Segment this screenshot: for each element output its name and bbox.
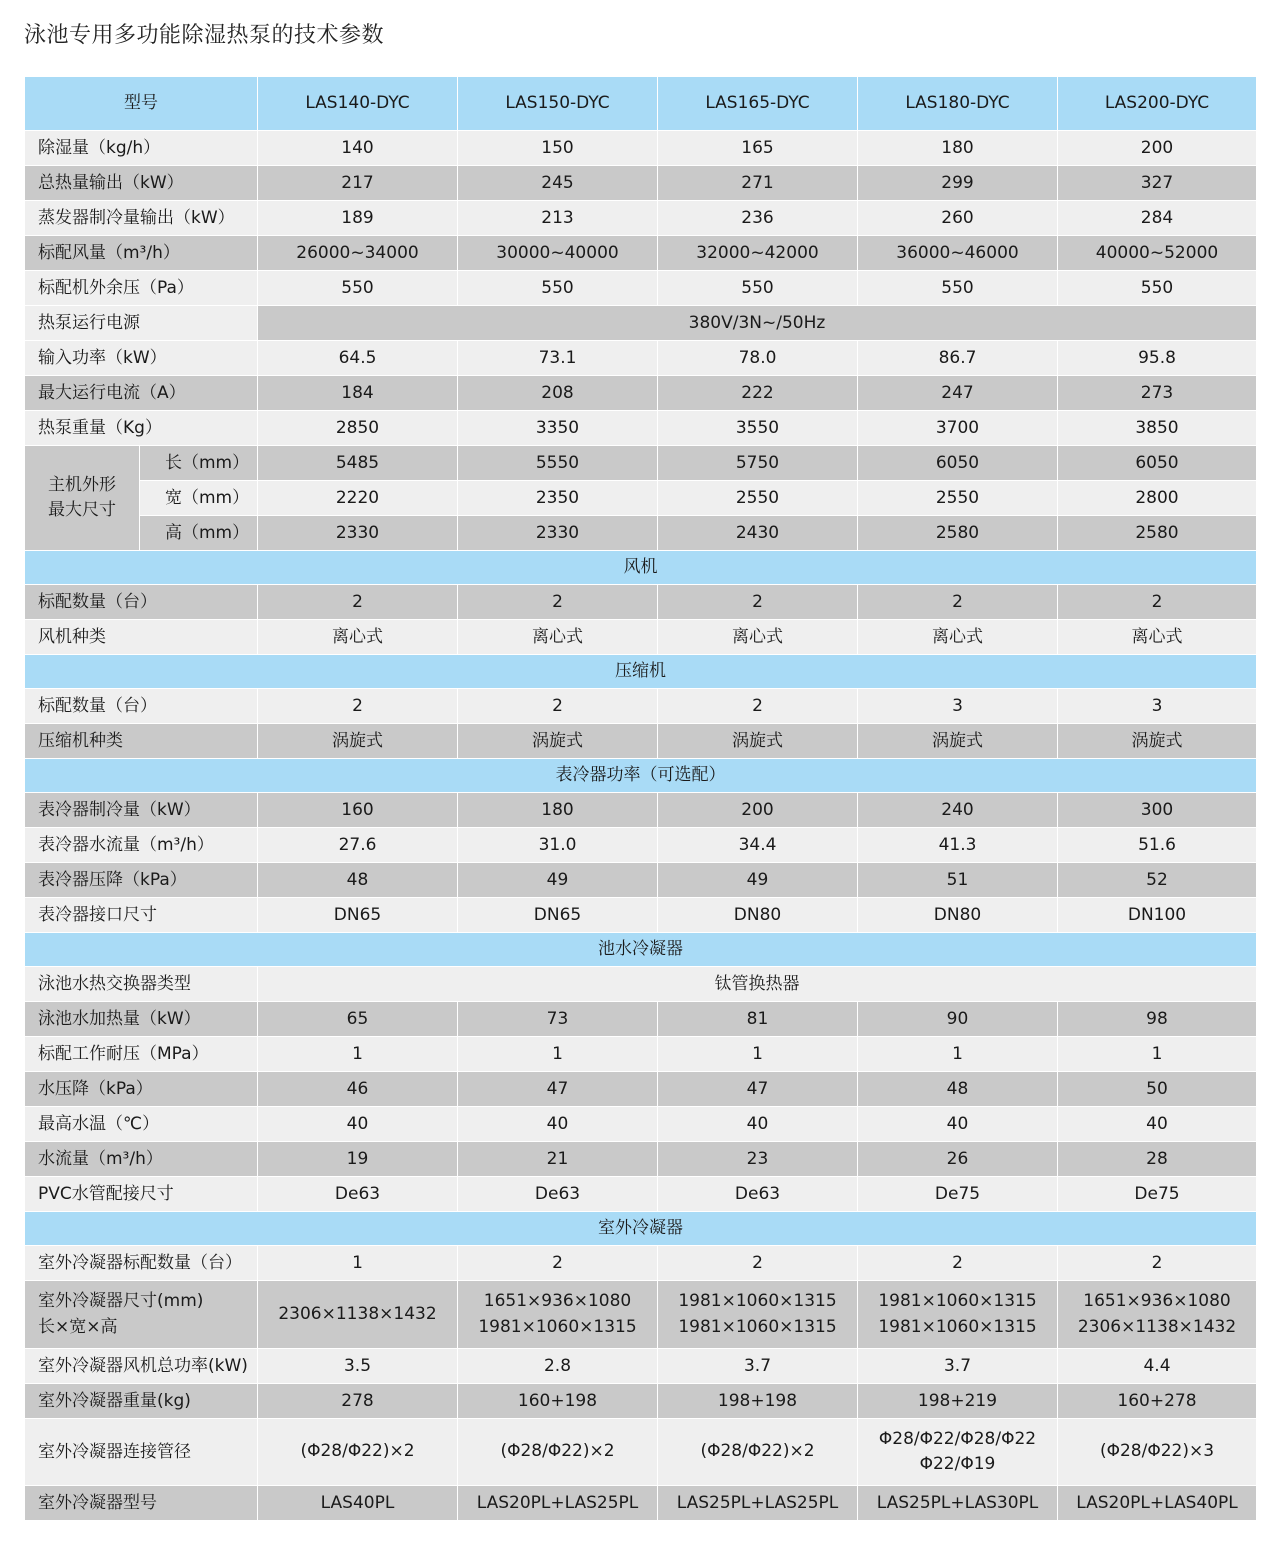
value-cell: DN80 [858,898,1058,933]
value-cell: 26000~34000 [258,236,458,271]
table-row [25,1281,1257,1349]
value-cell: 2580 [1058,516,1257,551]
value-cell: 184 [258,376,458,411]
value-cell: 550 [458,271,658,306]
table-row [25,376,1257,411]
value-cell: 离心式 [1058,620,1257,655]
value-cell: 2 [458,689,658,724]
value-cell: 离心式 [458,620,658,655]
row-label: 室外冷凝器标配数量（台） [25,1246,258,1281]
value-cell: 284 [1058,201,1257,236]
value-cell: 40 [258,1107,458,1142]
value-cell: 32000~42000 [658,236,858,271]
value-cell: 2800 [1058,481,1257,516]
value-cell: 40000~52000 [1058,236,1257,271]
value-cell: 30000~40000 [458,236,658,271]
row-label: 风机种类 [25,620,258,655]
row-label: 泳池水加热量（kW） [25,1002,258,1037]
value-cell: 327 [1058,166,1257,201]
table-row [25,585,1257,620]
value-cell: 1 [1058,1037,1257,1072]
value-cell: De75 [858,1177,1058,1212]
row-label: 室外冷凝器风机总功率(kW) [25,1349,258,1384]
table-row [25,1002,1257,1037]
row-label: 标配数量（台） [25,585,258,620]
value-cell: 2330 [258,516,458,551]
value-cell-line2: 2306×1138×1432 [1077,1316,1237,1337]
row-label: 热泵运行电源 [25,306,258,341]
value-cell: 165 [658,131,858,166]
row-label: 压缩机种类 [25,724,258,759]
model-name: LAS150-DYC [458,77,658,131]
value-cell: 3550 [658,411,858,446]
section-title: 室外冷凝器 [25,1212,1257,1246]
dimension-row [25,516,1257,551]
dimension-row [25,446,1257,481]
spec-table [24,76,1257,1521]
row-label: 输入功率（kW） [25,341,258,376]
value-cell: LAS25PL+LAS30PL [858,1486,1058,1521]
value-cell: 2 [658,585,858,620]
value-cell: 95.8 [1058,341,1257,376]
row-label: 水压降（kPa） [25,1072,258,1107]
row-label: 蒸发器制冷量输出（kW） [25,201,258,236]
value-cell: 81 [658,1002,858,1037]
value-cell: 52 [1058,863,1257,898]
value-cell: 离心式 [858,620,1058,655]
value-cell: 26 [858,1142,1058,1177]
table-row [25,1037,1257,1072]
value-cell: 28 [1058,1142,1257,1177]
value-cell: 21 [458,1142,658,1177]
value-cell: 222 [658,376,858,411]
value-cell: 51 [858,863,1058,898]
table-row [25,1177,1257,1212]
row-label: 除湿量（kg/h） [25,131,258,166]
value-cell: 涡旋式 [658,724,858,759]
value-cell: 150 [458,131,658,166]
model-name: LAS200-DYC [1058,77,1257,131]
value-cell: 217 [258,166,458,201]
value-cell: 2 [658,1246,858,1281]
value-cell: De75 [1058,1177,1257,1212]
value-cell: 2 [658,689,858,724]
table-row [25,1486,1257,1521]
exchanger-type-value: 钛管换热器 [258,967,1257,1002]
value-cell: 2220 [258,481,458,516]
table-row [25,131,1257,166]
value-cell: De63 [258,1177,458,1212]
table-row [25,828,1257,863]
dimension-group-label-line1: 主机外形 [48,474,116,495]
value-cell: 40 [458,1107,658,1142]
value-cell [258,1281,458,1349]
row-label: 总热量输出（kW） [25,166,258,201]
model-name: LAS180-DYC [858,77,1058,131]
value-cell: 5485 [258,446,458,481]
value-cell: 2 [858,585,1058,620]
section-header-row [25,759,1257,793]
value-cell [858,1281,1058,1349]
value-cell: 78.0 [658,341,858,376]
value-cell: 31.0 [458,828,658,863]
table-row [25,411,1257,446]
value-cell: 涡旋式 [458,724,658,759]
value-cell: 90 [858,1002,1058,1037]
row-label: 表冷器压降（kPa） [25,863,258,898]
value-cell: 98 [1058,1002,1257,1037]
model-name: LAS165-DYC [658,77,858,131]
value-cell: LAS40PL [258,1486,458,1521]
table-row [25,863,1257,898]
value-cell: 3350 [458,411,658,446]
value-cell [458,1281,658,1349]
value-cell: 3 [858,689,1058,724]
value-cell: 6050 [1058,446,1257,481]
row-label: 标配数量（台） [25,689,258,724]
page-title: 泳池专用多功能除湿热泵的技术参数 [24,23,385,48]
value-cell: 1 [658,1037,858,1072]
value-cell: 2 [258,585,458,620]
value-cell: 300 [1058,793,1257,828]
value-cell: 198+198 [658,1384,858,1419]
power-supply-value: 380V/3N~/50Hz [258,306,1257,341]
value-cell: 41.3 [858,828,1058,863]
row-label [25,1281,258,1349]
value-cell: 涡旋式 [858,724,1058,759]
value-cell: 51.6 [1058,828,1257,863]
value-cell: DN65 [258,898,458,933]
value-cell [658,1419,858,1486]
value-cell: LAS20PL+LAS25PL [458,1486,658,1521]
value-cell: 273 [1058,376,1257,411]
value-cell: 299 [858,166,1058,201]
value-cell [1058,1419,1257,1486]
value-cell: 2.8 [458,1349,658,1384]
table-row [25,1349,1257,1384]
table-row [25,236,1257,271]
table-row [25,967,1257,1002]
value-cell: 2580 [858,516,1058,551]
value-cell [458,1419,658,1486]
row-label: 室外冷凝器连接管径 [25,1419,258,1486]
value-cell: 180 [858,131,1058,166]
dimension-row [25,481,1257,516]
section-title: 压缩机 [25,655,1257,689]
value-cell: 200 [658,793,858,828]
row-label: 表冷器制冷量（kW） [25,793,258,828]
value-cell: 208 [458,376,658,411]
model-name: LAS140-DYC [258,77,458,131]
value-cell [858,1419,1058,1486]
value-cell: 2550 [858,481,1058,516]
table-row [25,1142,1257,1177]
value-cell: 2 [458,1246,658,1281]
value-cell: 47 [458,1072,658,1107]
section-title: 池水冷凝器 [25,933,1257,967]
value-cell: 2350 [458,481,658,516]
value-cell: 200 [1058,131,1257,166]
row-label: 最大运行电流（A） [25,376,258,411]
value-cell-line1: 1651×936×1080 [483,1291,632,1311]
row-label: 室外冷凝器重量(kg) [25,1384,258,1419]
value-cell: 160 [258,793,458,828]
table-row [25,271,1257,306]
table-row [25,793,1257,828]
value-cell: 50 [1058,1072,1257,1107]
model-label: 型号 [25,77,258,131]
value-cell: 5750 [658,446,858,481]
value-cell: LAS25PL+LAS25PL [658,1486,858,1521]
value-cell: 5550 [458,446,658,481]
row-label: 泳池水热交换器类型 [25,967,258,1002]
row-label: 热泵重量（Kg） [25,411,258,446]
value-cell: 2 [258,689,458,724]
row-label: 标配机外余压（Pa） [25,271,258,306]
value-cell: 3.7 [658,1349,858,1384]
table-row [25,1419,1257,1486]
row-label: PVC水管配接尺寸 [25,1177,258,1212]
dimension-group-label [25,446,140,551]
value-cell: 3850 [1058,411,1257,446]
value-cell: 550 [1058,271,1257,306]
value-cell: 36000~46000 [858,236,1058,271]
section-title: 表冷器功率（可选配） [25,759,1257,793]
value-cell: 271 [658,166,858,201]
value-cell: 2 [858,1246,1058,1281]
section-header-row [25,655,1257,689]
row-label: 表冷器接口尺寸 [25,898,258,933]
row-label: 室外冷凝器型号 [25,1486,258,1521]
value-cell: 86.7 [858,341,1058,376]
value-cell-line1: 2306×1138×1432 [278,1303,437,1324]
value-cell-line1: (Φ28/Φ22)×2 [500,1441,615,1462]
value-cell: 3700 [858,411,1058,446]
value-cell-line1: 1981×1060×1315 [878,1291,1037,1311]
value-cell-line2: 1981×1060×1315 [478,1316,637,1337]
value-cell: 245 [458,166,658,201]
value-cell: 23 [658,1142,858,1177]
value-cell-line1: (Φ28/Φ22)×2 [300,1441,415,1462]
value-cell: 3.5 [258,1349,458,1384]
value-cell [658,1281,858,1349]
row-label: 高（mm） [140,516,258,551]
value-cell: 140 [258,131,458,166]
value-cell: 65 [258,1002,458,1037]
row-label: 标配工作耐压（MPa） [25,1037,258,1072]
value-cell: DN80 [658,898,858,933]
value-cell: 1 [258,1037,458,1072]
value-cell-line2: 1981×1060×1315 [878,1316,1037,1337]
value-cell: 1 [258,1246,458,1281]
value-cell: 48 [858,1072,1058,1107]
value-cell: 550 [858,271,1058,306]
value-cell: DN100 [1058,898,1257,933]
value-cell: 160+278 [1058,1384,1257,1419]
section-header-row [25,1212,1257,1246]
value-cell: 278 [258,1384,458,1419]
value-cell: 198+219 [858,1384,1058,1419]
value-cell: De63 [458,1177,658,1212]
value-cell-line1: (Φ28/Φ22)×2 [700,1441,815,1462]
row-label: 宽（mm） [140,481,258,516]
value-cell: 2430 [658,516,858,551]
row-label-line2: 长×宽×高 [38,1316,118,1337]
value-cell: 46 [258,1072,458,1107]
value-cell: 离心式 [658,620,858,655]
value-cell-line1: (Φ28/Φ22)×3 [1099,1441,1215,1462]
value-cell: De63 [658,1177,858,1212]
table-row [25,166,1257,201]
value-cell: 180 [458,793,658,828]
value-cell: LAS20PL+LAS40PL [1058,1486,1257,1521]
value-cell [1058,1281,1257,1349]
value-cell [258,1419,458,1486]
value-cell: 189 [258,201,458,236]
value-cell-line1: 1981×1060×1315 [678,1291,837,1311]
value-cell: 550 [258,271,458,306]
section-header-row [25,551,1257,585]
value-cell: 550 [658,271,858,306]
table-row [25,306,1257,341]
table-row [25,898,1257,933]
value-cell: 48 [258,863,458,898]
value-cell: 离心式 [258,620,458,655]
value-cell: 260 [858,201,1058,236]
value-cell: 49 [658,863,858,898]
row-label: 长（mm） [140,446,258,481]
value-cell: 34.4 [658,828,858,863]
value-cell: 49 [458,863,658,898]
value-cell-line2: Φ22/Φ19 [919,1454,996,1474]
value-cell: 2850 [258,411,458,446]
value-cell: 240 [858,793,1058,828]
value-cell: 40 [858,1107,1058,1142]
row-label: 标配风量（m³/h） [25,236,258,271]
value-cell: 40 [658,1107,858,1142]
table-row [25,689,1257,724]
value-cell: 40 [1058,1107,1257,1142]
value-cell: 1 [858,1037,1058,1072]
value-cell: 3.7 [858,1349,1058,1384]
value-cell-line1: Φ28/Φ22/Φ28/Φ22 [878,1428,1037,1449]
value-cell: 73.1 [458,341,658,376]
value-cell-line1: 1651×936×1080 [1083,1291,1231,1311]
table-row [25,1384,1257,1419]
value-cell: 47 [658,1072,858,1107]
value-cell: 2 [1058,585,1257,620]
value-cell: 4.4 [1058,1349,1257,1384]
value-cell: 236 [658,201,858,236]
value-cell: 1 [458,1037,658,1072]
table-row [25,341,1257,376]
row-label: 最高水温（℃） [25,1107,258,1142]
header-row [25,77,1257,131]
value-cell: 73 [458,1002,658,1037]
table-row [25,620,1257,655]
value-cell: 64.5 [258,341,458,376]
value-cell: 27.6 [258,828,458,863]
value-cell: 3 [1058,689,1257,724]
value-cell: 涡旋式 [1058,724,1257,759]
value-cell: 19 [258,1142,458,1177]
table-row [25,1246,1257,1281]
row-label-line1: 室外冷凝器尺寸(mm) [38,1291,204,1311]
table-row [25,201,1257,236]
value-cell: DN65 [458,898,658,933]
value-cell: 247 [858,376,1058,411]
value-cell: 6050 [858,446,1058,481]
table-row [25,1107,1257,1142]
section-header-row [25,933,1257,967]
value-cell: 2330 [458,516,658,551]
section-title: 风机 [25,551,1257,585]
value-cell: 160+198 [458,1384,658,1419]
dimension-group-label-line2: 最大尺寸 [48,500,116,520]
row-label: 水流量（m³/h） [25,1142,258,1177]
value-cell: 2 [1058,1246,1257,1281]
row-label: 表冷器水流量（m³/h） [25,828,258,863]
table-row [25,1072,1257,1107]
value-cell-line2: 1981×1060×1315 [678,1316,837,1337]
value-cell: 涡旋式 [258,724,458,759]
value-cell: 2 [458,585,658,620]
value-cell: 2550 [658,481,858,516]
table-row [25,724,1257,759]
value-cell: 213 [458,201,658,236]
